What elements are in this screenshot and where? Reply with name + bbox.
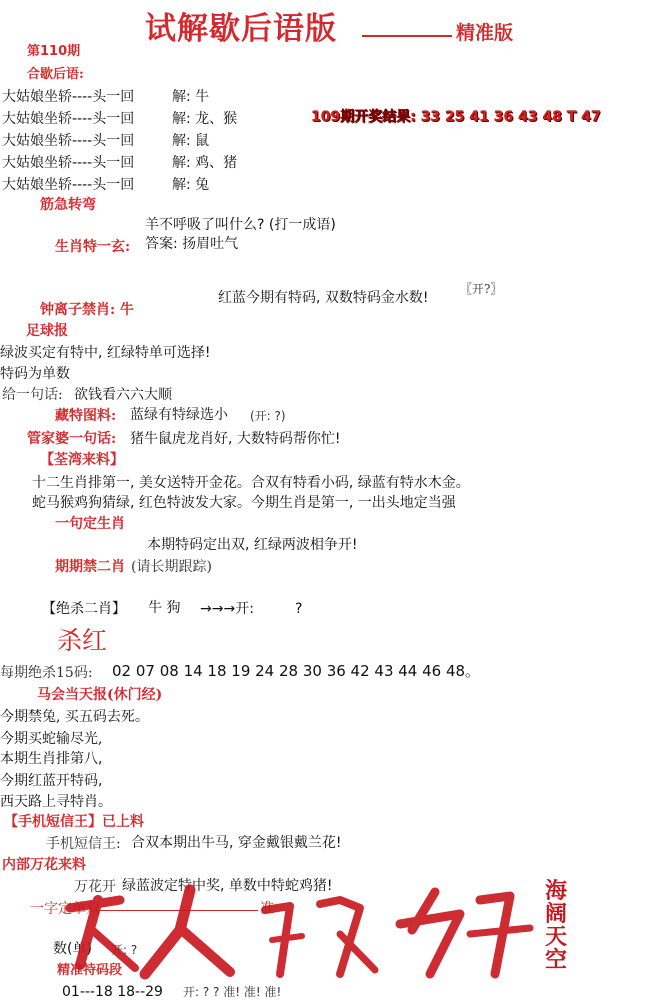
- brain-teaser-heading: 筋急转弯: [40, 197, 96, 213]
- single-double-suffix: 准: [260, 901, 274, 917]
- xiehouyu-heading: 合歇后语:: [27, 67, 84, 82]
- single-double-open: 开: ?: [111, 943, 138, 957]
- kill15-numbers: 02 07 08 14 18 19 24 28 30 36 42 43 44 46 48。: [112, 662, 481, 680]
- football-line: 特码为单数: [0, 366, 70, 382]
- horse-heading: 马会当天报(休门经): [37, 687, 163, 703]
- hidden-pic-suffix: (开: ?): [250, 409, 286, 423]
- kill15-label: 每期绝杀15码:: [0, 665, 93, 681]
- horse-line: 本期生肖排第八,: [0, 751, 103, 767]
- brain-teaser-answer: 答案: 扬眉吐气: [145, 236, 239, 252]
- kill-two-arrow: →→→开:: [200, 601, 254, 617]
- horse-line: 今期禁兔, 买五码去死。: [0, 709, 149, 725]
- brain-teaser-question: 羊不呼吸了叫什么? (打一成语): [145, 217, 336, 233]
- quanwan-line: 十二生肖排第一, 美女送特开金花。合双有特看小码, 绿蓝有特水木金。: [32, 475, 470, 491]
- zodiac-label: 生肖特一玄:: [55, 239, 131, 255]
- xiehouyu-phrase: 大姑娘坐轿----头一回: [2, 111, 135, 127]
- kill-two-label: 【绝杀二肖】: [42, 601, 126, 617]
- one-line-label: 给一句话:: [2, 387, 63, 403]
- horse-line: 西天路上寻特肖。: [0, 794, 112, 810]
- football-line: 绿波买定有特中, 红绿特单可选择!: [0, 345, 211, 361]
- zhongli-heading: 钟离子禁肖: 牛: [40, 302, 135, 318]
- xiehouyu-phrase: 大姑娘坐轿----头一回: [2, 155, 135, 171]
- sms-text: 合双本期出牛马, 穿金戴银戴兰花!: [131, 835, 342, 851]
- hidden-pic-label: 藏特图料:: [55, 408, 117, 424]
- sms-heading: 【手机短信王】已上料: [4, 814, 144, 830]
- special-code-line: 红蓝今期有特码, 双数特码金水数!: [218, 290, 429, 306]
- wanhua-text: 绿蓝波定特中奖, 单数中特蛇鸡猪!: [122, 878, 333, 894]
- forbid-two-label: 期期禁二肖: [55, 559, 125, 575]
- kill-two-result: ?: [295, 601, 303, 617]
- single-double-label: 一字定单双: [30, 901, 100, 917]
- one-line-text: 欲钱看六六大顺: [74, 387, 172, 403]
- page-title: 试解歇后语版: [145, 11, 337, 47]
- horse-line: 今期买蛇输尽光,: [0, 731, 103, 747]
- xiehouyu-answer: 解: 牛: [172, 89, 210, 105]
- kill-two-animals: 牛 狗: [148, 600, 181, 616]
- sms-label: 手机短信王:: [46, 836, 121, 852]
- title-divider: [362, 35, 452, 37]
- xiehouyu-answer: 解: 兔: [172, 177, 210, 193]
- one-sentence-text: 本期特码定出双, 红绿两波相争开!: [147, 537, 358, 553]
- football-heading: 足球报: [26, 323, 68, 339]
- xiehouyu-phrase: 大姑娘坐轿----头一回: [2, 177, 135, 193]
- single-double-line: [100, 910, 258, 911]
- one-sentence-heading: 一句定生肖: [55, 516, 125, 532]
- quanwan-line: 蛇马猴鸡狗猜绿, 红色特波发大家。今期生肖是第一, 一出头地定当强: [32, 495, 456, 511]
- wanhua-heading: 内部万花来料: [2, 857, 86, 873]
- hidden-pic-text: 蓝绿有特绿选小: [130, 407, 228, 423]
- last-draw-result: 109期开奖结果: 33 25 41 36 43 48 T 47: [311, 109, 601, 125]
- xiehouyu-phrase: 大姑娘坐轿----头一回: [2, 133, 135, 149]
- segment-open: 开: ? ? 准! 准! 准!: [183, 985, 282, 999]
- segment-range: 01---18 18--29: [62, 984, 163, 1000]
- single-double-value: 数(单): [53, 941, 92, 957]
- xiehouyu-answer: 解: 鸡、猪: [172, 155, 238, 171]
- issue-number: 第110期: [27, 44, 81, 59]
- horse-line: 今期红蓝开特码,: [0, 773, 103, 789]
- title-tail: 精准版: [456, 22, 514, 44]
- wanhua-label: 万花开: [74, 879, 116, 895]
- xiehouyu-answer: 解: 龙、猴: [172, 111, 238, 127]
- segment-heading: 精准特码段: [57, 963, 123, 978]
- kill-red: 杀红: [57, 626, 108, 655]
- housekeeper-text: 猪牛鼠虎龙肖好, 大数特码帮你忙!: [130, 431, 341, 447]
- forbid-two-note: (请长期跟踪): [131, 559, 212, 575]
- quanwan-heading: 【荃湾来料】: [40, 452, 124, 468]
- special-code-suffix: 〖开?〗: [460, 282, 503, 296]
- xiehouyu-answer: 解: 鼠: [172, 133, 210, 149]
- housekeeper-label: 管家婆一句话:: [27, 431, 117, 447]
- xiehouyu-phrase: 大姑娘坐轿----头一回: [2, 89, 135, 105]
- stamp-text: 海阔天空: [544, 878, 567, 974]
